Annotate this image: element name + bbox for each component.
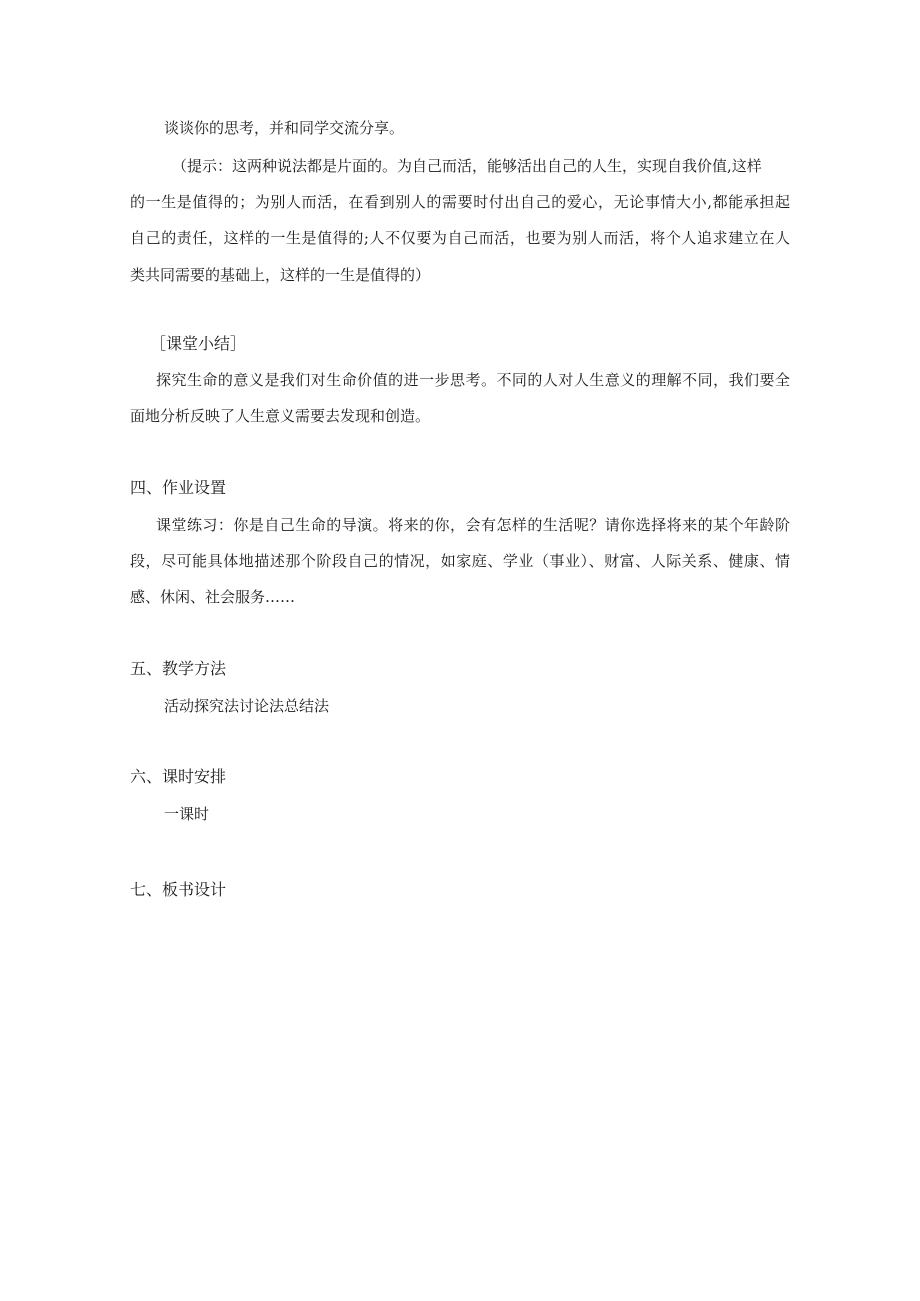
hint-line-3: 自己的责任，这样的一生是值得的;人不仅要为自己而活，也要为别人而活，将个人追求建立在人: [130, 229, 790, 247]
homework-line-3: 感、休闲、社会服务……: [130, 588, 296, 606]
summary-heading: ［课堂小结］: [150, 334, 247, 353]
schedule-heading: 六、课时安排: [130, 767, 227, 786]
summary-line-2: 面地分析反映了人生意义需要去发现和创造。: [130, 407, 431, 425]
hint-line-1: （提示：这两种说法都是片面的。为自己而活，能够活出自己的人生，实现自我价值,这样: [172, 157, 762, 175]
homework-line-2: 段，尽可能具体地描述那个阶段自己的情况，如家庭、学业（事业）、财富、人际关系、健康、情: [130, 552, 790, 570]
intro-line-1: 谈谈你的思考，并和同学交流分享。: [164, 119, 405, 137]
hint-line-2: 的一生是值得的；为别人而活，在看到别人的需要时付出自己的爱心，无论事情大小,都能承担起: [130, 193, 790, 211]
methods-line-1: 活动探究法讨论法总结法: [164, 697, 330, 715]
methods-heading: 五、教学方法: [130, 659, 227, 678]
summary-line-1: 探究生命的意义是我们对生命价值的进一步思考。不同的人对人生意义的理解不同，我们要全: [156, 371, 790, 389]
schedule-line-1: 一课时: [164, 805, 210, 823]
board-heading: 七、板书设计: [130, 880, 227, 899]
homework-heading: 四、作业设置: [130, 478, 227, 497]
homework-line-1: 课堂练习：你是自己生命的导演。将来的你，会有怎样的生活呢？请你选择将来的某个年龄阶: [156, 516, 790, 534]
hint-line-4: 类共同需要的基础上，这样的一生是值得的）: [130, 266, 431, 284]
